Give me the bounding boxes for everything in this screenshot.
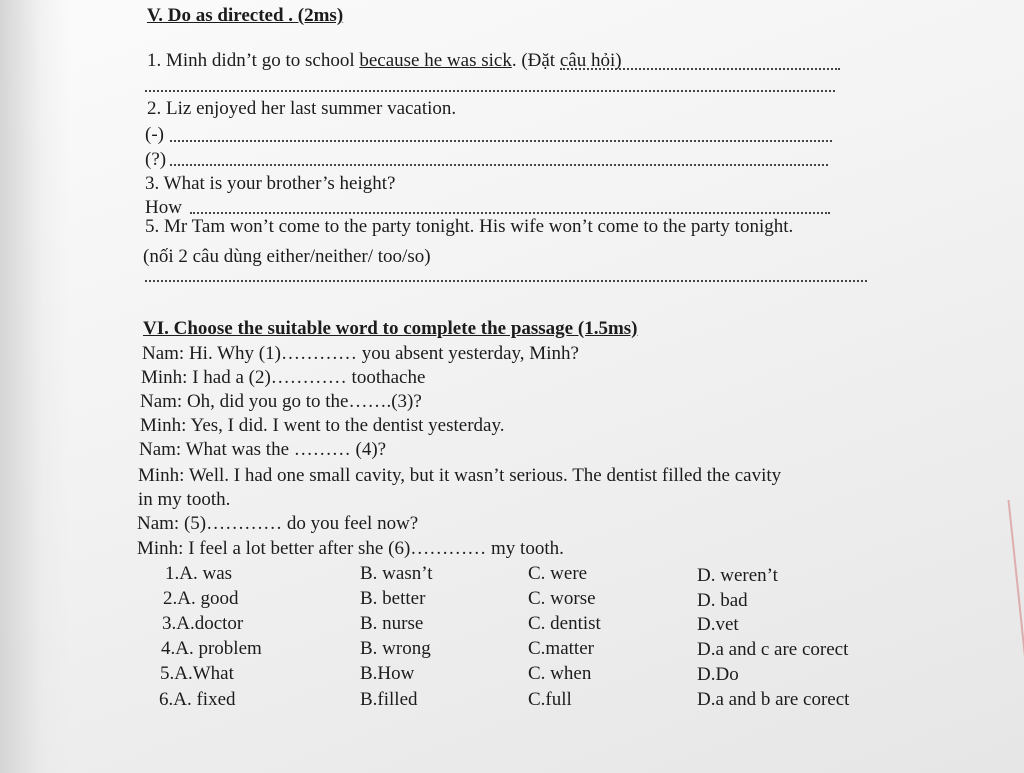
question-3: 3. What is your brother’s height? xyxy=(145,173,396,194)
option-4d: D.a and c are corect xyxy=(697,639,849,660)
answer-line-q5 xyxy=(145,280,867,282)
option-1d: D. weren’t xyxy=(697,565,778,586)
q3-how-label: How xyxy=(145,197,182,218)
dialogue-line-2: Minh: I had a (2)………… toothache xyxy=(141,367,426,388)
option-5d: D.Do xyxy=(697,664,739,685)
option-3a: 3.A.doctor xyxy=(162,613,244,634)
dialogue-line-7: in my tooth. xyxy=(138,489,231,510)
option-1a: 1.A. was xyxy=(165,563,233,584)
option-5b: B.How xyxy=(360,663,415,684)
option-3b: B. nurse xyxy=(360,613,424,634)
answer-line-q1 xyxy=(145,90,835,92)
q2-negative-label: (-) xyxy=(145,124,164,145)
answer-line-q2-negative xyxy=(170,140,832,142)
dialogue-line-1: Nam: Hi. Why (1)………… you absent yesterday, Minh? xyxy=(142,343,579,364)
answer-line-q2-question xyxy=(170,164,828,166)
dialogue-line-9: Minh: I feel a lot better after she (6)………… my tooth. xyxy=(137,538,564,559)
dialogue-line-3: Nam: Oh, did you go to the…….(3)? xyxy=(140,391,422,412)
question-1 xyxy=(147,50,622,72)
q5-note: (nối 2 câu dùng either/neither/ too/so) xyxy=(143,246,431,267)
section-6-heading: VI. Choose the suitable word to complete the passage (1.5ms) xyxy=(143,318,638,339)
option-3c: C. dentist xyxy=(528,613,601,634)
q1-prefix: 1. Minh didn’t go to school xyxy=(147,50,360,71)
option-2a: 2.A. good xyxy=(163,588,239,609)
option-6c: C.full xyxy=(528,689,572,710)
option-6a: 6.A. fixed xyxy=(159,689,236,710)
question-2: 2. Liz enjoyed her last summer vacation. xyxy=(147,98,457,119)
question-5: 5. Mr Tam won’t come to the party tonight. His wife won’t come to the party tonight. xyxy=(145,216,794,237)
option-6d: D.a and b are corect xyxy=(697,689,850,710)
option-4c: C.matter xyxy=(528,638,594,659)
section-5-heading: V. Do as directed . (2ms) xyxy=(147,5,344,26)
q1-suffix: . (Đặt câu hỏi) xyxy=(511,50,622,71)
option-1c: C. were xyxy=(528,563,588,584)
option-5c: C. when xyxy=(528,663,592,684)
option-2c: C. worse xyxy=(528,588,596,609)
option-6b: B.filled xyxy=(360,689,418,710)
dialogue-line-6: Minh: Well. I had one small cavity, but it wasn’t serious. The dentist filled the cavity xyxy=(138,465,782,486)
option-5a: 5.A.What xyxy=(160,663,234,684)
option-4b: B. wrong xyxy=(360,638,431,659)
option-1b: B. wasn’t xyxy=(360,563,433,584)
option-2d: D. bad xyxy=(697,590,748,611)
dialogue-line-8: Nam: (5)………… do you feel now? xyxy=(137,513,419,534)
dialogue-line-4: Minh: Yes, I did. I went to the dentist yesterday. xyxy=(140,415,505,436)
q1-underlined: because he was sick xyxy=(359,50,512,71)
margin-mark xyxy=(998,500,1024,700)
answer-line-q3 xyxy=(190,212,830,214)
page-shadow xyxy=(0,0,70,773)
option-3d: D.vet xyxy=(697,614,739,635)
q2-question-label: (?) xyxy=(145,149,167,170)
answer-line-q1a xyxy=(560,68,840,70)
dialogue-line-5: Nam: What was the ……… (4)? xyxy=(139,439,387,460)
option-4a: 4.A. problem xyxy=(161,638,262,659)
option-2b: B. better xyxy=(360,588,426,609)
